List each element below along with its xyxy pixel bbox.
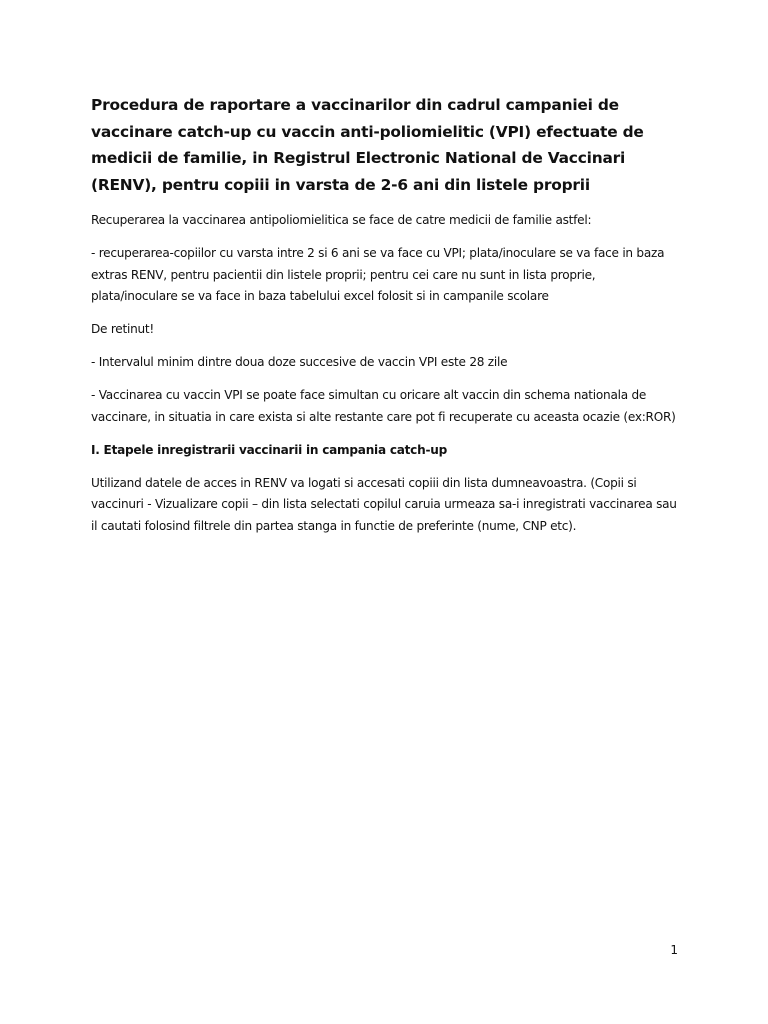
page-number: 1 (670, 943, 678, 957)
section-paragraph: Utilizand datele de acces in RENV va logati si accesati copiii din lista dumneavoastra. (Copii si vaccinuri - Vizualizare copii – din lista selectati copilul caruia urmeaza sa-i inregistrati vaccinarea sau il cautati folosind filtrele din partea stanga in functie de preferinte (nume, CNP etc). (91, 475, 677, 533)
document-body (91, 92, 683, 549)
note-simultaneous: - Vaccinarea cu vaccin VPI se poate face simultan cu oricare alt vaccin din schema nationala de vaccinare, in situatia in care exista si alte restante care pot fi recuperate cu aceasta ocazie (ex:ROR) (91, 388, 676, 424)
note-interval: - Intervalul minim dintre doua doze succesive de vaccin VPI este 28 zile (91, 355, 508, 369)
note-heading: De retinut! (91, 322, 155, 336)
document-title: Procedura de raportare a vaccinarilor din cadrul campaniei de vaccinare catch-up cu vaccin anti-poliomielitic (VPI) efectuate de medicii de familie, in Registrul Electronic National de Vaccinari (RENV), pentru copiii in varsta de 2-6 ani din listele proprii (91, 96, 644, 194)
rule-paragraph: - recuperarea-copiilor cu varsta intre 2 si 6 ani se va face cu VPI; plata/inoculare se va face in baza extras RENV, pentru pacientii din listele proprii; pentru cei care nu sunt in lista proprie, plata/inoculare se va face in baza tabelului excel folosit si in campanile scolare (91, 246, 665, 303)
intro-paragraph: Recuperarea la vaccinarea antipoliomielitica se face de catre medicii de familie astfel: (91, 213, 592, 227)
section-heading: I. Etapele inregistrarii vaccinarii in campania catch-up (91, 442, 447, 457)
